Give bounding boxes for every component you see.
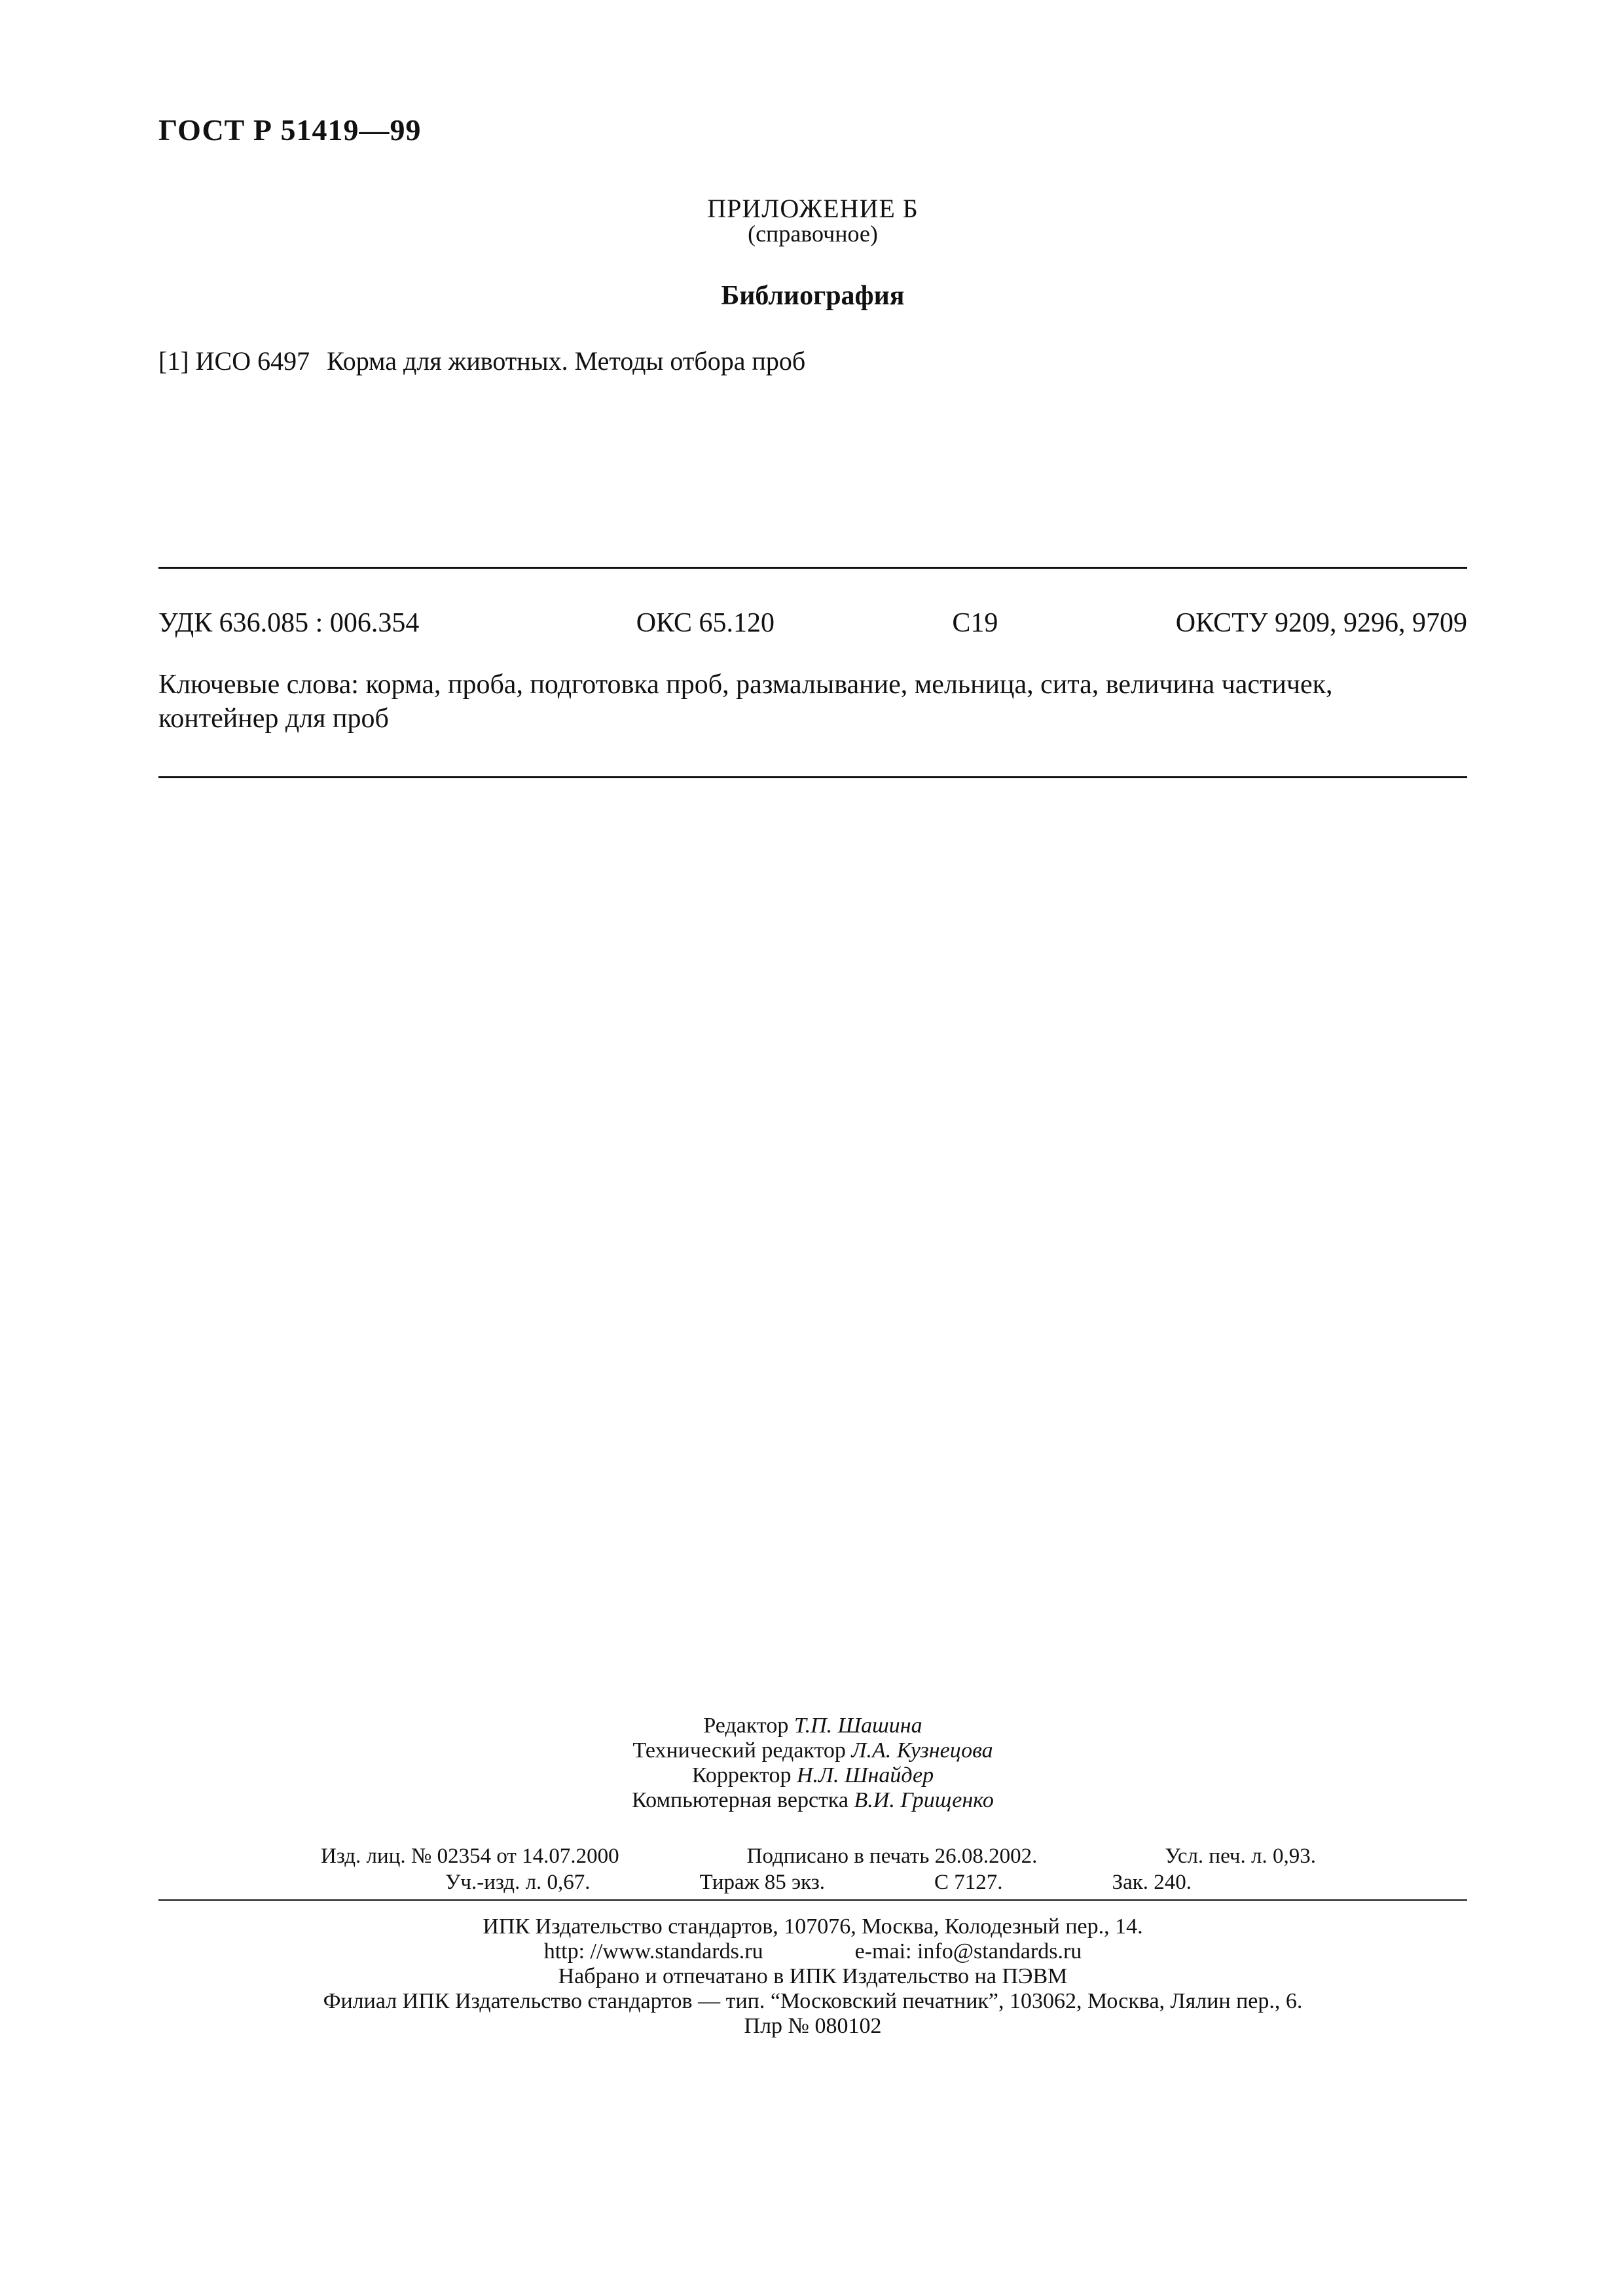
- publishing-row-2: [445, 1871, 1192, 1895]
- credits-block: [158, 1713, 1467, 1813]
- bibliography-item-text: Корма для животных. Методы отбора проб: [327, 346, 806, 376]
- imprint-license: Плр № 080102: [744, 2014, 882, 2038]
- signed-date: Подписано в печать 26.08.2002.: [746, 1844, 1038, 1868]
- standard-number: ГОСТ Р 51419—99: [158, 113, 422, 147]
- print-sheets: Усл. печ. л. 0,93.: [1165, 1844, 1316, 1868]
- license: Изд. лиц. № 02354 от 14.07.2000: [321, 1844, 619, 1868]
- layout-line: Компьютерная верстка В.И. Грищенко: [632, 1788, 994, 1812]
- c-code: С 7127.: [934, 1871, 1003, 1894]
- bottom-divider: [158, 776, 1467, 778]
- website-link[interactable]: http: //www.standards.ru: [543, 1939, 763, 1964]
- appendix-subtitle: (справочное): [748, 221, 878, 247]
- imprint-address: ИПК Издательство стандартов, 107076, Москва, Колодезный пер., 14.: [483, 1914, 1143, 1939]
- group-code: С19: [952, 608, 998, 638]
- email-link[interactable]: e-mai: info@standards.ru: [854, 1939, 1082, 1964]
- corrector-line: Корректор Н.Л. Шнайдер: [691, 1763, 934, 1787]
- bibliography-item-number: [1]: [158, 346, 189, 376]
- okstu-code: ОКСТУ 9209, 9296, 9709: [1175, 608, 1467, 638]
- tech-editor-line: Технический редактор Л.А. Кузнецова: [632, 1738, 993, 1763]
- classification-row: [158, 607, 1467, 639]
- editor-line: Редактор Т.П. Шашина: [703, 1713, 922, 1738]
- imprint-web-line: [158, 1939, 1467, 1964]
- publishing-row-1: [321, 1844, 1316, 1869]
- appendix-title: ПРИЛОЖЕНИЕ Б: [707, 194, 919, 223]
- pub-sheets: Уч.-изд. л. 0,67.: [445, 1871, 591, 1894]
- bibliography-item: [158, 346, 805, 376]
- oks-code: ОКС 65.120: [636, 608, 775, 638]
- imprint-printed: Набрано и отпечатано в ИПК Издательство на ПЭВМ: [558, 1964, 1068, 1988]
- udk-code: УДК 636.085 : 006.354: [158, 608, 420, 638]
- keywords: [158, 668, 1467, 736]
- imprint-block: [158, 1914, 1467, 2039]
- circulation: Тираж 85 экз.: [699, 1871, 826, 1894]
- imprint-branch: Филиал ИПК Издательство стандартов — тип. “Московский печатник”, 103062, Москва, Лялин пер., 6.: [323, 1989, 1303, 2013]
- bibliography-title: Библиография: [721, 281, 905, 311]
- keywords-line-2: контейнер для проб: [158, 704, 389, 734]
- keywords-line-1: Ключевые слова: корма, проба, подготовка проб, размалывание, мельница, сита, величина частичек,: [158, 670, 1333, 700]
- order-number: Зак. 240.: [1112, 1871, 1192, 1894]
- imprint-divider: [158, 1899, 1467, 1901]
- bibliography-item-ref: ИСО 6497: [195, 346, 310, 376]
- top-divider: [158, 567, 1467, 569]
